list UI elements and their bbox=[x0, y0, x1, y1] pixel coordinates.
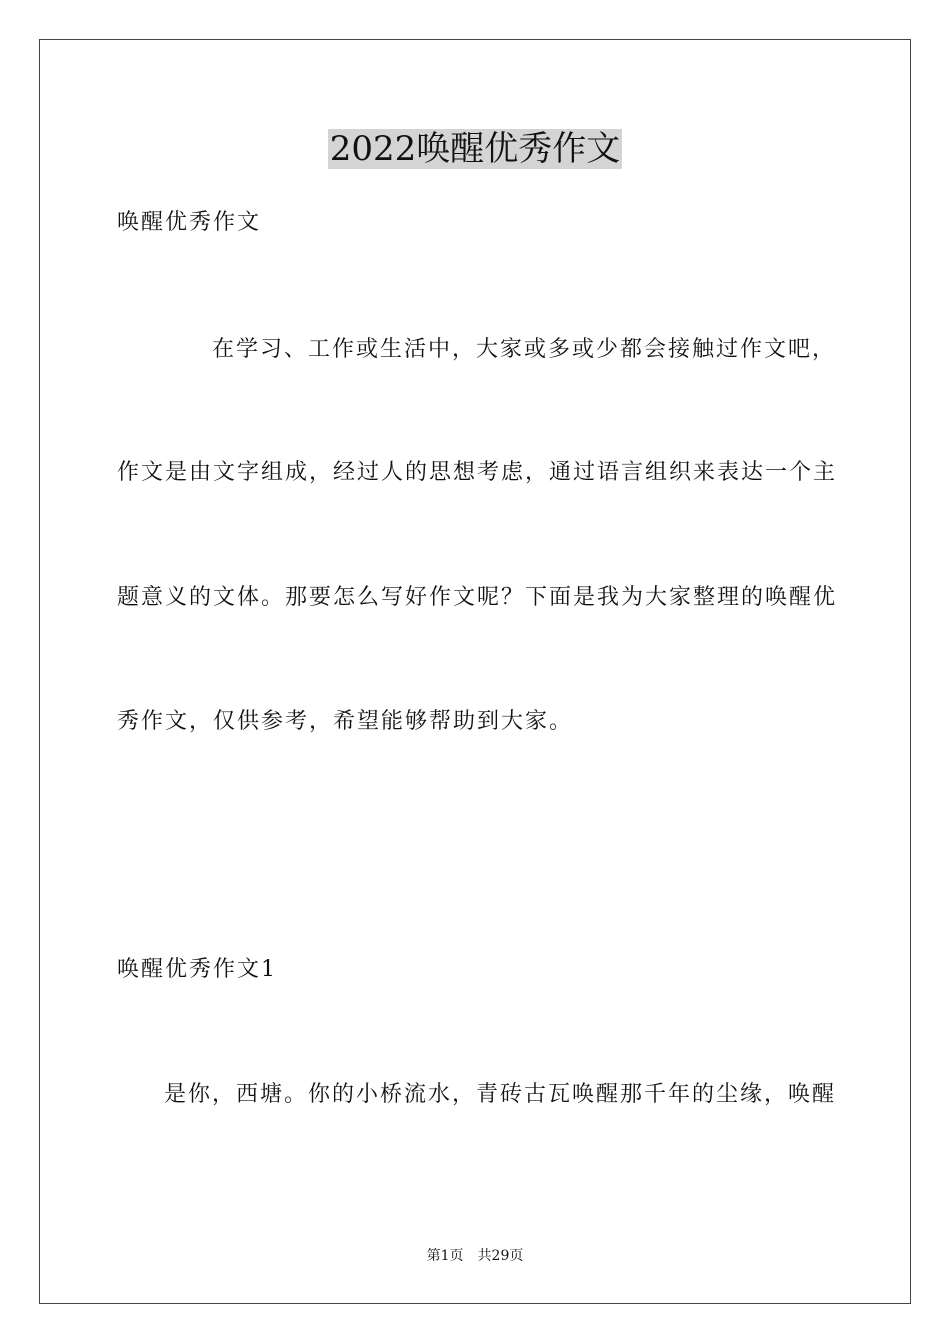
document-title bbox=[0, 126, 950, 172]
document-title-text: 2022唤醒优秀作文 bbox=[329, 129, 621, 169]
page-number-current: 第1页 bbox=[426, 1248, 464, 1264]
page-number-total: 共29页 bbox=[477, 1248, 524, 1264]
document-subtitle: 唤醒优秀作文 bbox=[117, 210, 262, 235]
paragraph-line: 题意义的文体。那要怎么写好作文呢？下面是我为大家整理的唤醒优 bbox=[117, 585, 838, 610]
paragraph-line: 作文是由文字组成，经过人的思想考虑，通过语言组织来表达一个主 bbox=[117, 460, 838, 485]
paragraph-line: 在学习、工作或生活中，大家或多或少都会接触过作文吧， bbox=[212, 337, 837, 362]
paragraph-line: 秀作文，仅供参考，希望能够帮助到大家。 bbox=[117, 709, 574, 734]
page-footer bbox=[0, 1246, 950, 1266]
section-heading: 唤醒优秀作文1 bbox=[117, 957, 277, 982]
section-line: 是你，西塘。你的小桥流水，青砖古瓦唤醒那千年的尘缘，唤醒 bbox=[164, 1082, 837, 1107]
